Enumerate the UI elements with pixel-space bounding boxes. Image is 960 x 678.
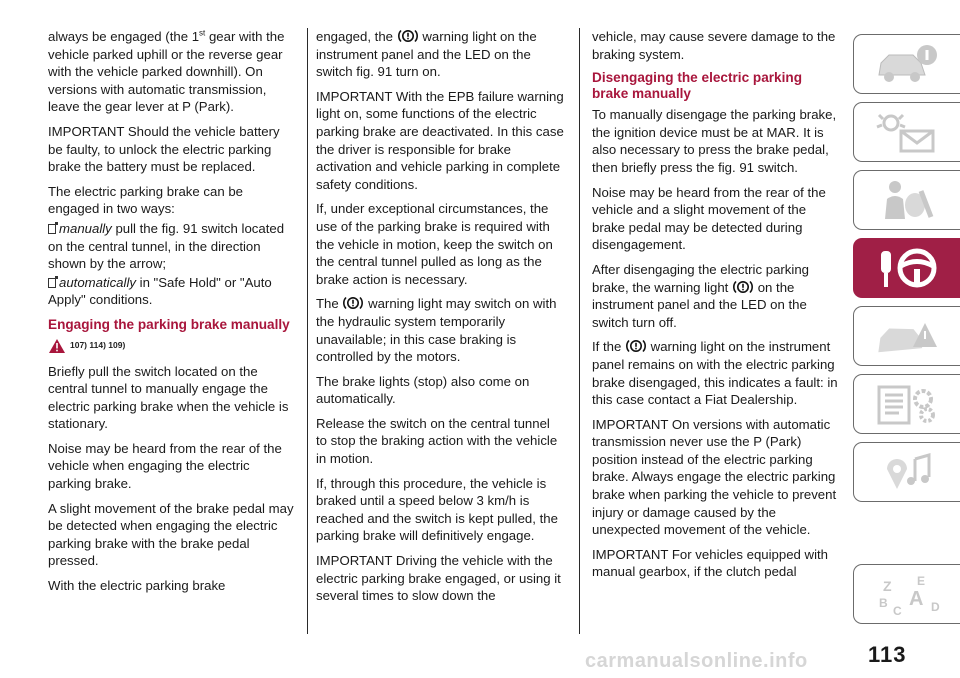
paragraph: Noise may be heard from the rear of the vehicle and a slight movement of the brake pedal may be detected during disengagement. <box>592 184 826 253</box>
paragraph: always be engaged (the 1st gear with the vehicle parked uphill or the reverse gear with the vehicle parked downhill). On versions with automatic transmission, leave the gear lever at P (Park). <box>48 28 285 115</box>
paragraph: The brake lights (stop) also come on automatically. <box>316 373 530 407</box>
key-steering-wheel-icon <box>871 245 943 291</box>
tab-safety[interactable] <box>853 170 960 230</box>
brake-warning-icon <box>625 338 647 354</box>
multimedia-icon <box>871 449 943 495</box>
paragraph: After disengaging the electric parking brake, the warning light on the instrument panel and the LED on the switch turn off. <box>592 261 809 330</box>
column-divider <box>307 28 308 634</box>
paragraph: IMPORTANT With the EPB failure warning light on, some functions of the electric parking brake are deactivated. In this case the driver is responsible for brake activation and vehicle parking in complete safety conditions. <box>316 88 564 192</box>
car-info-icon <box>871 41 943 87</box>
paragraph: A slight movement of the brake pedal may be detected when engaging the electric parking brake with the brake pedal pressed. <box>48 500 294 569</box>
warning-references <box>48 337 296 355</box>
paragraph: IMPORTANT On versions with automatic transmission never use the P (Park) position instead of the electric parking brake. Always engage the electric parking brake when parking the vehicle to prevent injury or damage caused by the unexpected movement of the vehicle. <box>592 416 837 538</box>
bullet-icon <box>48 224 56 234</box>
section-heading: Engaging the parking brake manually <box>48 316 290 332</box>
section-heading: Disengaging the electric parking brake manually <box>592 70 802 102</box>
paragraph: Briefly pull the switch located on the central tunnel to manually engage the electric parking brake when the vehicle is stationary. <box>48 363 289 432</box>
column-divider <box>579 28 580 634</box>
warning-triangle-icon <box>48 338 66 354</box>
warning-refs-text[interactable]: 107) 114) 109) <box>70 339 126 350</box>
paragraph: The electric parking brake can be engaged in two ways: <box>48 183 243 217</box>
index-letters-icon <box>871 571 943 617</box>
tab-maintenance[interactable] <box>853 374 960 434</box>
svg-text:Z: Z <box>883 578 892 594</box>
dashboard-lights-icon <box>871 109 943 155</box>
tab-car-info[interactable] <box>853 34 960 94</box>
svg-text:A: A <box>909 588 924 610</box>
list-item: manually pull the fig. 91 switch located on the central tunnel, in the direction shown by the arrow; <box>48 220 285 272</box>
svg-text:D: D <box>931 600 940 614</box>
paragraph: IMPORTANT Driving the vehicle with the electric parking brake engaged, or using it several times to slow down the <box>316 553 561 604</box>
tab-dashboard-lights[interactable] <box>853 102 960 162</box>
text-column-2 <box>316 28 564 612</box>
paragraph: To manually disengage the parking brake, the ignition device must be at MAR. It is also necessary to press the brake pedal, then briefly press the fig. 91 switch. <box>592 107 837 175</box>
paragraph: With the electric parking brake <box>48 578 226 594</box>
paragraph: IMPORTANT Should the vehicle battery be faulty, to unlock the electric parking brake the battery must be replaced. <box>48 123 280 175</box>
paragraph: vehicle, may cause severe damage to the braking system. <box>592 29 836 62</box>
car-breakdown-icon <box>871 313 943 359</box>
svg-text:C: C <box>893 604 902 617</box>
maintenance-gears-icon <box>871 381 943 427</box>
paragraph: IMPORTANT For vehicles equipped with manual gearbox, if the clutch pedal <box>592 546 829 580</box>
brake-warning-icon <box>342 295 364 311</box>
tab-index[interactable] <box>853 564 960 624</box>
paragraph: engaged, the warning light on the instrument panel and the LED on the switch fig. 91 turn on. <box>316 29 537 80</box>
svg-text:B: B <box>879 596 888 610</box>
bullet-icon <box>48 278 56 288</box>
tab-starting-driving[interactable] <box>853 238 960 298</box>
text-column-3 <box>592 28 840 588</box>
paragraph: Noise may be heard from the rear of the vehicle when engaging the electric parking brake. <box>48 440 282 492</box>
paragraph: If, through this procedure, the vehicle is braked until a speed below 3 km/h is reached and the switch is kept pulled, the parking brake will definitively engage. <box>316 475 558 544</box>
paragraph: The warning light may switch on with the hydraulic system temporarily unavailable; in this case braking is controlled by the motors. <box>316 296 557 365</box>
watermark: carmanualsonline.info <box>585 650 808 672</box>
text-column-1 <box>48 28 296 602</box>
brake-warning-icon <box>397 28 419 44</box>
paragraph: If the warning light on the instrument panel remains on with the electric parking brake disengaged, this indicates a fault: in this case contact a Fiat Dealership. <box>592 339 838 408</box>
brake-warning-icon <box>732 279 754 295</box>
tab-emergency[interactable] <box>853 306 960 366</box>
list-item: automatically in "Safe Hold" or "Auto Apply" conditions. <box>48 274 272 308</box>
page-number: 113 <box>868 642 907 667</box>
svg-text:E: E <box>917 574 926 588</box>
paragraph: If, under exceptional circumstances, the use of the parking brake is required with the vehicle in motion, keep the switch on the central tunnel pulled as long as the brake action is necessary. <box>316 201 553 287</box>
airbag-icon <box>871 177 943 223</box>
tab-multimedia[interactable] <box>853 442 960 502</box>
paragraph: Release the switch on the central tunnel to stop the braking action with the vehicle in motion. <box>316 415 558 467</box>
